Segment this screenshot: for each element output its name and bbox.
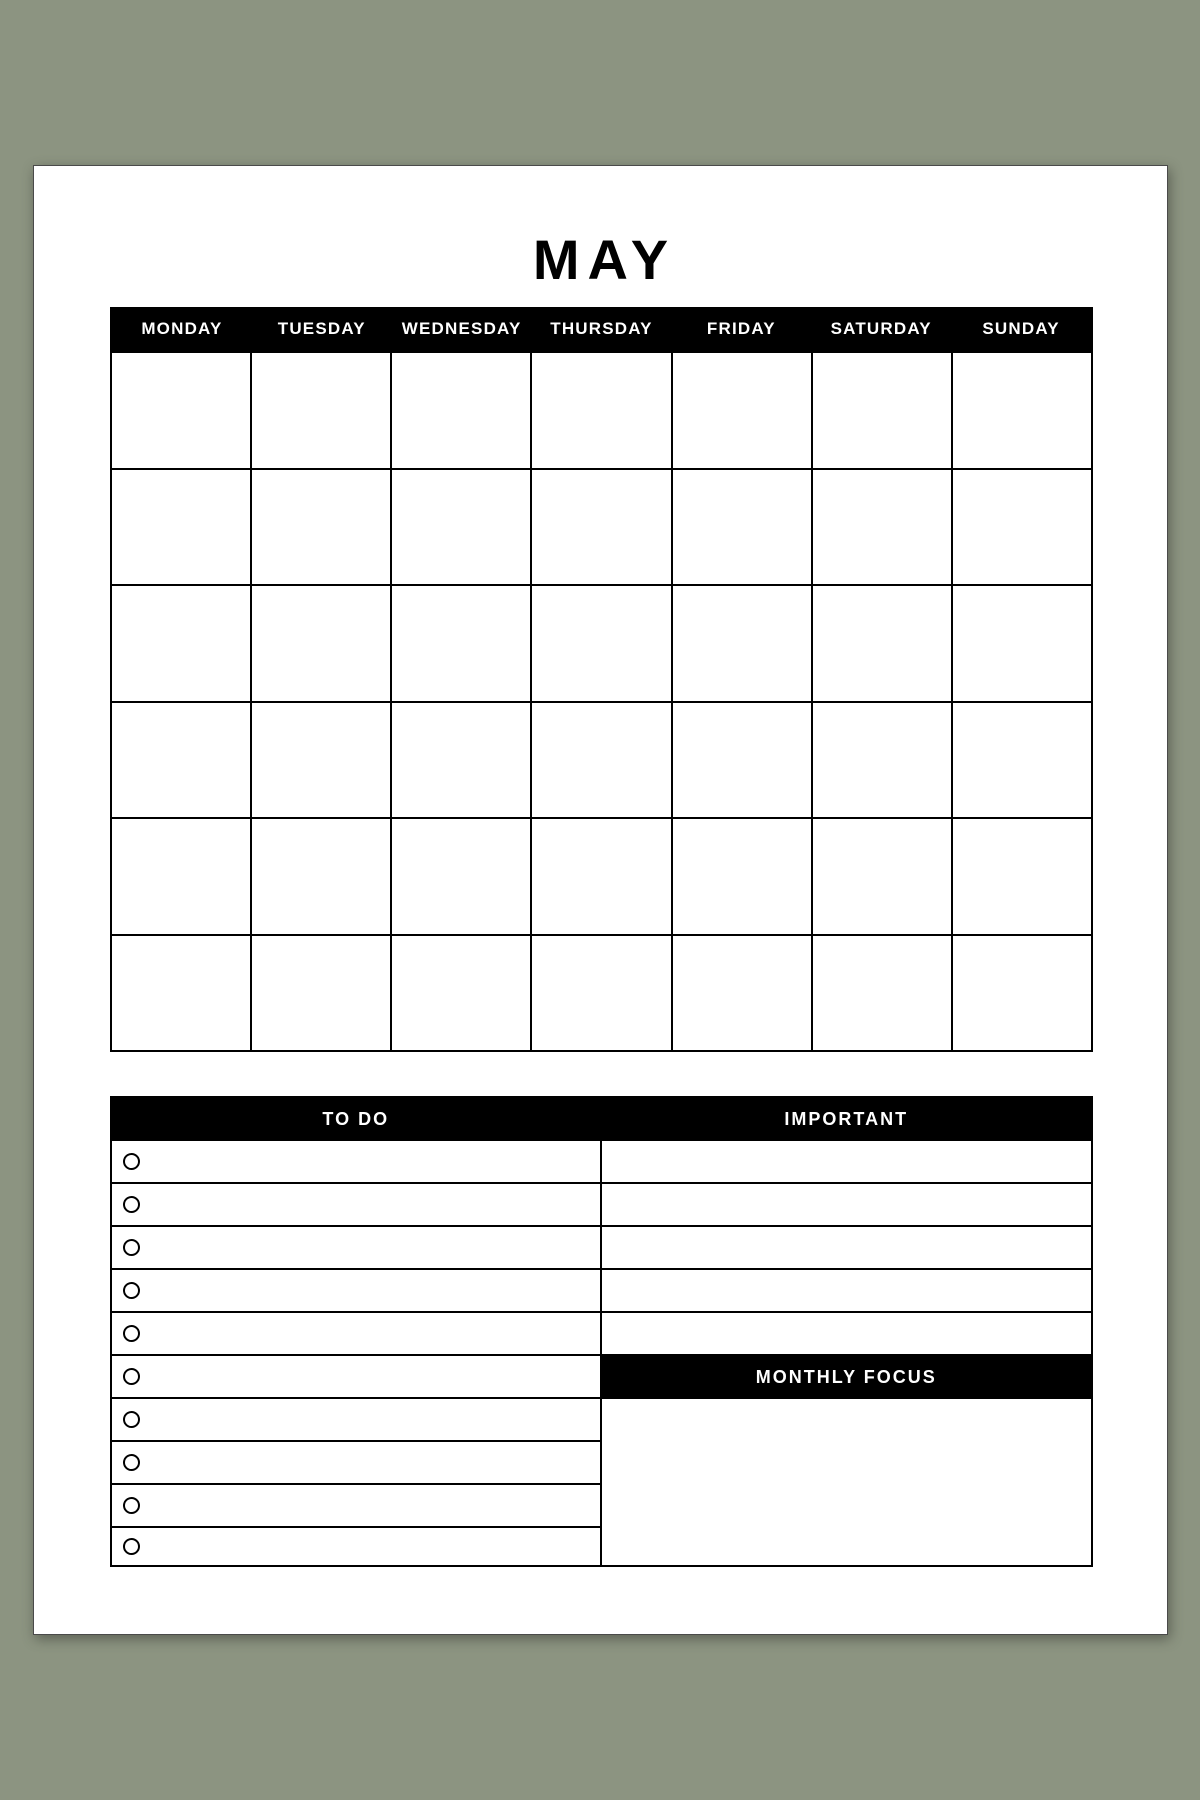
- todo-column: [112, 1098, 602, 1565]
- calendar-day-cell: [112, 470, 252, 587]
- calendar-header: [110, 307, 1093, 351]
- calendar-day-cell: [953, 353, 1093, 470]
- checkbox-circle-icon: [123, 1282, 140, 1299]
- checkbox-circle-icon: [123, 1368, 140, 1385]
- calendar-day-cell: [392, 703, 532, 820]
- day-header-wednesday: WEDNESDAY: [401, 319, 522, 338]
- monthly-focus-header: MONTHLY FOCUS: [602, 1356, 1092, 1399]
- day-header-thursday: THURSDAY: [550, 319, 653, 338]
- calendar-day-cell: [112, 936, 252, 1053]
- calendar-day-cell: [112, 353, 252, 470]
- calendar-day-cell: [252, 353, 392, 470]
- calendar-day-cell: [953, 936, 1093, 1053]
- calendar-day-cell: [673, 586, 813, 703]
- calendar-day-cell: [112, 703, 252, 820]
- calendar-day-cell: [252, 819, 392, 936]
- monthly-focus-area: [602, 1399, 1092, 1565]
- important-column: [602, 1098, 1092, 1565]
- calendar-grid: [110, 351, 1093, 1052]
- calendar-day-cell: [673, 353, 813, 470]
- checkbox-circle-icon: [123, 1325, 140, 1342]
- important-header: IMPORTANT: [602, 1098, 1092, 1141]
- todo-row: [112, 1356, 600, 1399]
- calendar-day-cell: [953, 470, 1093, 587]
- important-row: [602, 1227, 1092, 1270]
- calendar-day-cell: [532, 936, 672, 1053]
- calendar-day-cell: [392, 353, 532, 470]
- calendar-day-cell: [813, 819, 953, 936]
- calendar-day-cell: [532, 819, 672, 936]
- day-header-sunday: SUNDAY: [982, 319, 1060, 338]
- calendar-day-cell: [813, 353, 953, 470]
- calendar-day-cell: [953, 586, 1093, 703]
- todo-row: [112, 1442, 600, 1485]
- calendar-day-cell: [392, 819, 532, 936]
- calendar-day-cell: [252, 936, 392, 1053]
- todo-row: [112, 1227, 600, 1270]
- day-header-friday: FRIDAY: [706, 319, 776, 338]
- important-row: [602, 1270, 1092, 1313]
- calendar-day-cell: [112, 819, 252, 936]
- calendar-day-cell: [392, 470, 532, 587]
- todo-header: TO DO: [112, 1098, 600, 1141]
- checkbox-circle-icon: [123, 1153, 140, 1170]
- calendar-day-cell: [813, 936, 953, 1053]
- important-row: [602, 1141, 1092, 1184]
- calendar-day-cell: [392, 936, 532, 1053]
- calendar-day-cell: [673, 703, 813, 820]
- checkbox-circle-icon: [123, 1196, 140, 1213]
- checkbox-circle-icon: [123, 1411, 140, 1428]
- checkbox-circle-icon: [123, 1454, 140, 1471]
- checkbox-circle-icon: [123, 1538, 140, 1555]
- important-row: [602, 1184, 1092, 1227]
- todo-row: [112, 1485, 600, 1528]
- calendar-day-cell: [813, 703, 953, 820]
- calendar-day-cell: [252, 470, 392, 587]
- calendar-day-cell: [673, 470, 813, 587]
- month-title: MAY: [532, 228, 677, 291]
- calendar-day-cell: [813, 470, 953, 587]
- day-header-monday: MONDAY: [141, 319, 223, 338]
- planner-page: [33, 165, 1168, 1635]
- calendar-day-cell: [953, 703, 1093, 820]
- calendar-day-cell: [532, 353, 672, 470]
- monthly-calendar: [110, 307, 1093, 1052]
- calendar-day-cell: [673, 819, 813, 936]
- notes-section: [110, 1096, 1093, 1567]
- calendar-day-cell: [673, 936, 813, 1053]
- calendar-day-cell: [252, 703, 392, 820]
- todo-row: [112, 1184, 600, 1227]
- day-header-tuesday: TUESDAY: [277, 319, 366, 338]
- calendar-day-cell: [252, 586, 392, 703]
- calendar-day-cell: [532, 703, 672, 820]
- calendar-day-cell: [532, 470, 672, 587]
- todo-row: [112, 1270, 600, 1313]
- calendar-day-cell: [953, 819, 1093, 936]
- calendar-day-cell: [813, 586, 953, 703]
- checkbox-circle-icon: [123, 1239, 140, 1256]
- calendar-day-cell: [112, 586, 252, 703]
- calendar-day-cell: [392, 586, 532, 703]
- todo-row: [112, 1528, 600, 1565]
- calendar-day-cell: [532, 586, 672, 703]
- todo-row: [112, 1399, 600, 1442]
- day-header-saturday: SATURDAY: [830, 319, 932, 338]
- checkbox-circle-icon: [123, 1497, 140, 1514]
- important-row: [602, 1313, 1092, 1356]
- todo-row: [112, 1141, 600, 1184]
- todo-row: [112, 1313, 600, 1356]
